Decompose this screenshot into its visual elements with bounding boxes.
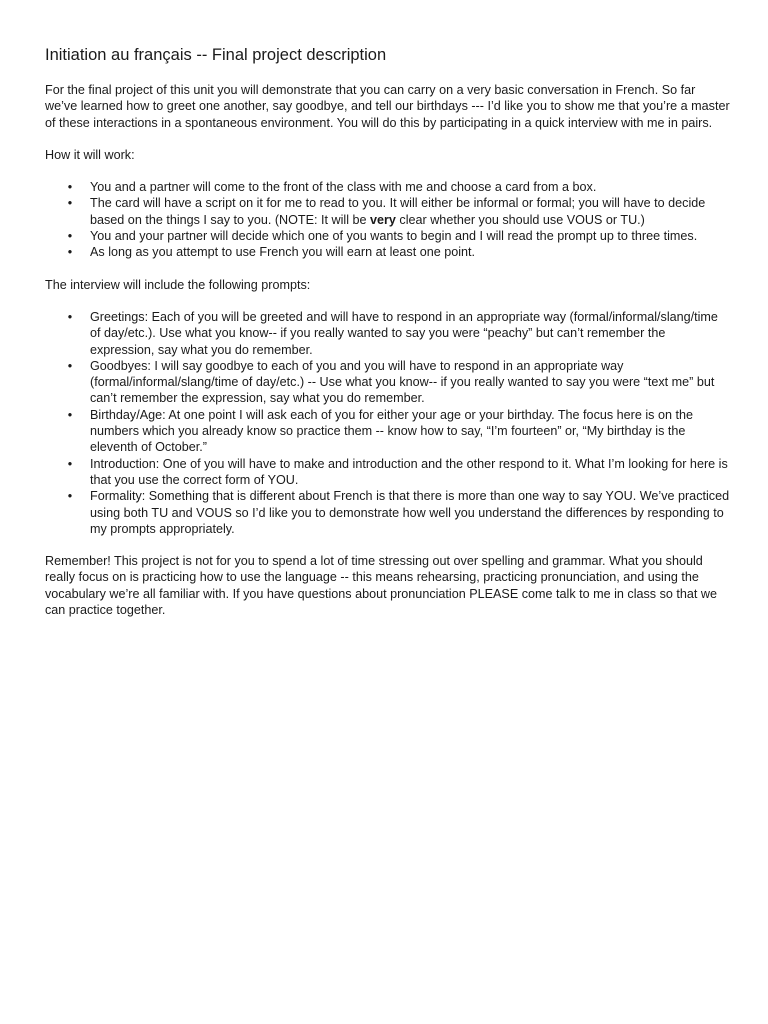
bullet-icon <box>65 456 75 472</box>
how-it-works-heading: How it will work: <box>45 147 135 162</box>
list-item <box>45 309 730 358</box>
closing-paragraph: Remember! This project is not for you to spend a lot of time stressing out over spelling and grammar. What you should really focus on is practicing how to use the language -- this means rehearsing, practicing pronunciation, and using the vocabulary we’re all familiar with. If you have questions about pronunciation PLEASE come talk to me in class so that we can practice together. <box>45 554 718 618</box>
bullet-icon <box>65 228 75 244</box>
list-item <box>45 407 730 456</box>
bullet-icon <box>65 488 75 504</box>
list-item <box>45 244 730 260</box>
list-item <box>45 358 730 407</box>
list-item <box>45 195 730 228</box>
emphasis-text: very <box>370 212 396 227</box>
list-item <box>45 228 730 244</box>
list-item-text: Goodbyes: I will say goodbye to each of you and you will have to respond in an appropriate way (formal/informal/slang/time of day/etc.) -- Use what you know-- if you really wanted to say you were “text me” but can’t remember the expression, say what you do remember. <box>90 358 715 406</box>
how-it-works-list <box>45 179 730 260</box>
bullet-icon <box>65 195 75 211</box>
prompts-heading: The interview will include the following prompts: <box>45 277 311 292</box>
list-item <box>45 179 730 195</box>
list-item-text: Formality: Something that is different about French is that there is more than one way to say YOU. We’ve practiced using both TU and VOUS so I’d like you to demonstrate how well you understand the differences by responding to my prompts appropriately. <box>90 489 730 536</box>
list-item <box>45 488 730 537</box>
prompts-list <box>45 309 730 537</box>
intro-paragraph: For the final project of this unit you will demonstrate that you can carry on a very basic conversation in French. So far we’ve learned how to greet one another, say goodbye, and tell our birthdays --- I’d like you to show me that you’re a master of these interactions in a spontaneous environment. You will do this by participating in a quick interview with me in pairs. <box>45 83 730 130</box>
list-item-text: Introduction: One of you will have to make and introduction and the other respond to it. What I’m looking for here is that you use the correct form of YOU. <box>90 456 728 487</box>
bullet-icon <box>65 309 75 325</box>
bullet-icon <box>65 179 75 195</box>
bullet-icon <box>65 244 75 260</box>
list-item-text: Birthday/Age: At one point I will ask each of you for either your age or your birthday. The focus here is on the numbers which you already know so practice them -- know how to say, “I’m fourteen” or, “My birthday is the eleventh of October.” <box>90 407 693 455</box>
document-page <box>45 44 730 634</box>
bullet-icon <box>65 407 75 423</box>
bullet-icon <box>65 358 75 374</box>
list-item-text: Greetings: Each of you will be greeted and will have to respond in an appropriate way (formal/informal/slang/time of day/etc.). Use what you know-- if you really wanted to say you were “peachy” but can’t remember the expression, say what you do remember. <box>90 309 718 357</box>
document-title: Initiation au français -- Final project description <box>45 46 387 64</box>
list-item-text: You and your partner will decide which one of you wants to begin and I will read the prompt up to three times. <box>90 229 698 244</box>
list-item-text: You and a partner will come to the front of the class with me and choose a card from a box. <box>90 180 597 195</box>
list-item-text-after: clear whether you should use VOUS or TU.) <box>395 212 645 227</box>
list-item-text: As long as you attempt to use French you will earn at least one point. <box>90 245 476 260</box>
list-item-text-before: The card will have a script on it for me to read to you. It will either be informal or formal; you will have to decide based on the things I say to you. (NOTE: It will be <box>90 196 706 227</box>
list-item <box>45 456 730 489</box>
